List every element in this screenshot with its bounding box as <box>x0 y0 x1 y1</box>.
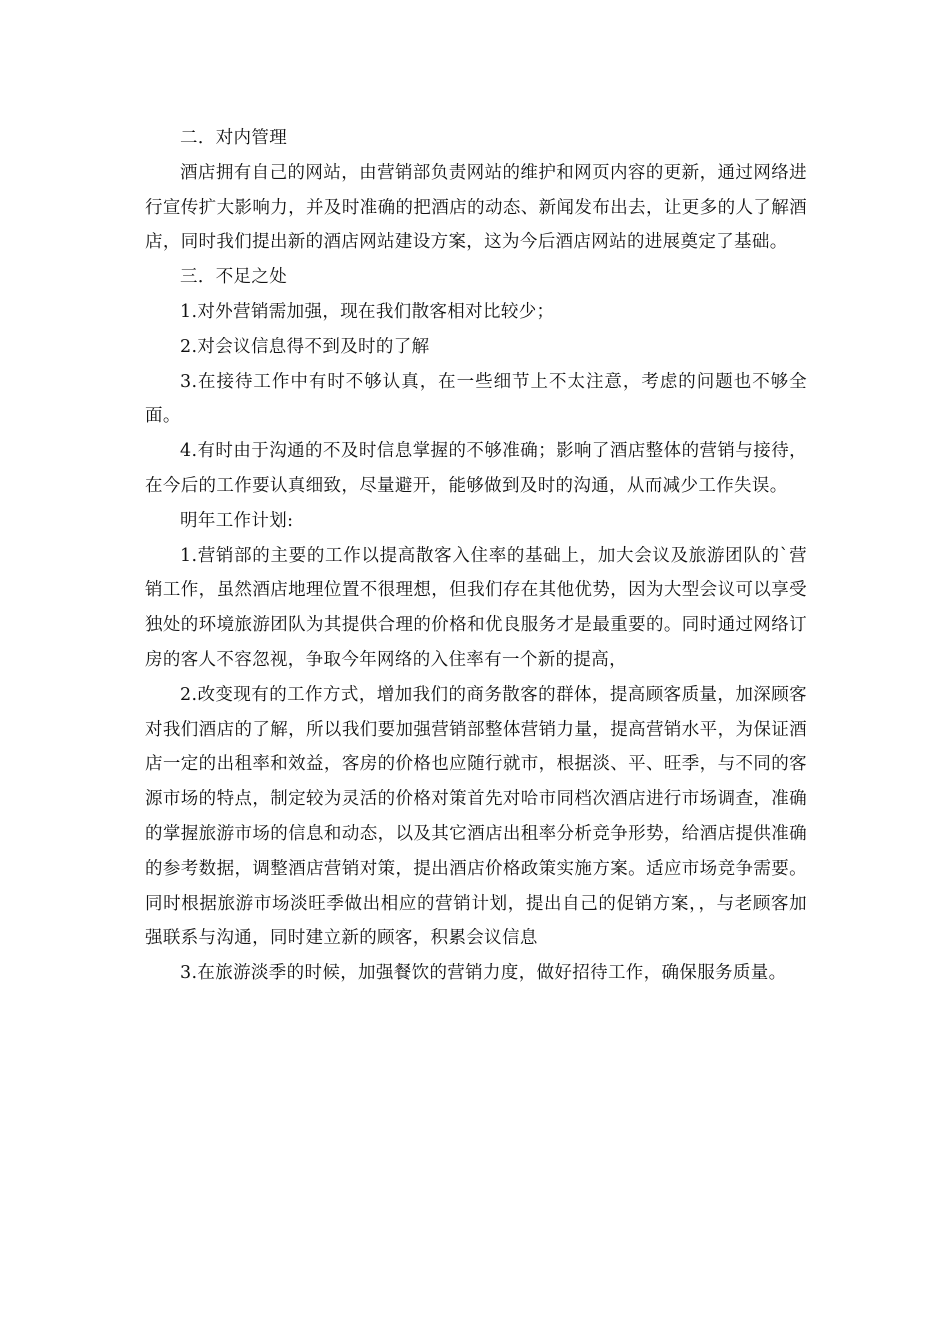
list-item-plan-3: 3.在旅游淡季的时候，加强餐饮的营销力度，做好招待工作，确保服务质量。 <box>180 963 787 984</box>
document-page <box>145 121 807 991</box>
list-item-shortcoming-3: 3.在接待工作中有时不够认真，在一些细节上不太注意，考虑的问题也不够全面。 <box>145 371 807 427</box>
section-heading-internal-management: 二．对内管理 <box>180 128 288 148</box>
list-item-shortcoming-2: 2.对会议信息得不到及时的了解 <box>180 336 430 357</box>
list-item-shortcoming-1: 1.对外营销需加强，现在我们散客相对比较少； <box>180 301 555 322</box>
list-item-plan-2: 2.改变现有的工作方式，增加我们的商务散客的群体，提高顾客质量，加深顾客对我们酒店的了解，所以我们要加强营销部整体营销力量，提高营销水平，为保证酒店一定的出租率和效益，客房的价格也应随行就市，根据淡、平、旺季，与不同的客源市场的特点，制定较为灵活的价格对策首先对哈市同档次酒店进行市场调查，准确的掌握旅游市场的信息和动态，以及其它酒店出租率分析竞争形势，给酒店提供准确的参考数据，调整酒店营销对策，提出酒店价格政策实施方案。适应市场竞争需要。同时根据旅游市场淡旺季做出相应的营销计划，提出自己的促销方案，，与老顾客加强联系与沟通，同时建立新的顾客，积累会议信息 <box>145 684 807 949</box>
section-heading-shortcomings: 三．不足之处 <box>180 267 288 288</box>
list-item-plan-1: 1.营销部的主要的工作以提高散客入住率的基础上，加大会议及旅游团队的`营销工作，虽然酒店地理位置不很理想，但我们存在其他优势，因为大型会议可以享受独处的环境旅游团队为其提供合理的价格和优良服务才是最重要的。同时通过网络订房的客人不容忽视，争取今年网络的入住率有一个新的提高， <box>145 545 807 670</box>
paragraph-website: 酒店拥有自己的网站，由营销部负责网站的维护和网页内容的更新，通过网络进行宣传扩大影响力，并及时准确的把酒店的动态、新闻发布出去，让更多的人了解酒店，同时我们提出新的酒店网站建设方案，这为今后酒店网站的进展奠定了基础。 <box>145 162 807 253</box>
list-item-shortcoming-4: 4.有时由于沟通的不及时信息掌握的不够准确；影响了酒店整体的营销与接待，在今后的工作要认真细致，尽量避开，能够做到及时的沟通，从而减少工作失误。 <box>145 441 807 496</box>
section-heading-next-year-plan: 明年工作计划: <box>180 510 294 531</box>
